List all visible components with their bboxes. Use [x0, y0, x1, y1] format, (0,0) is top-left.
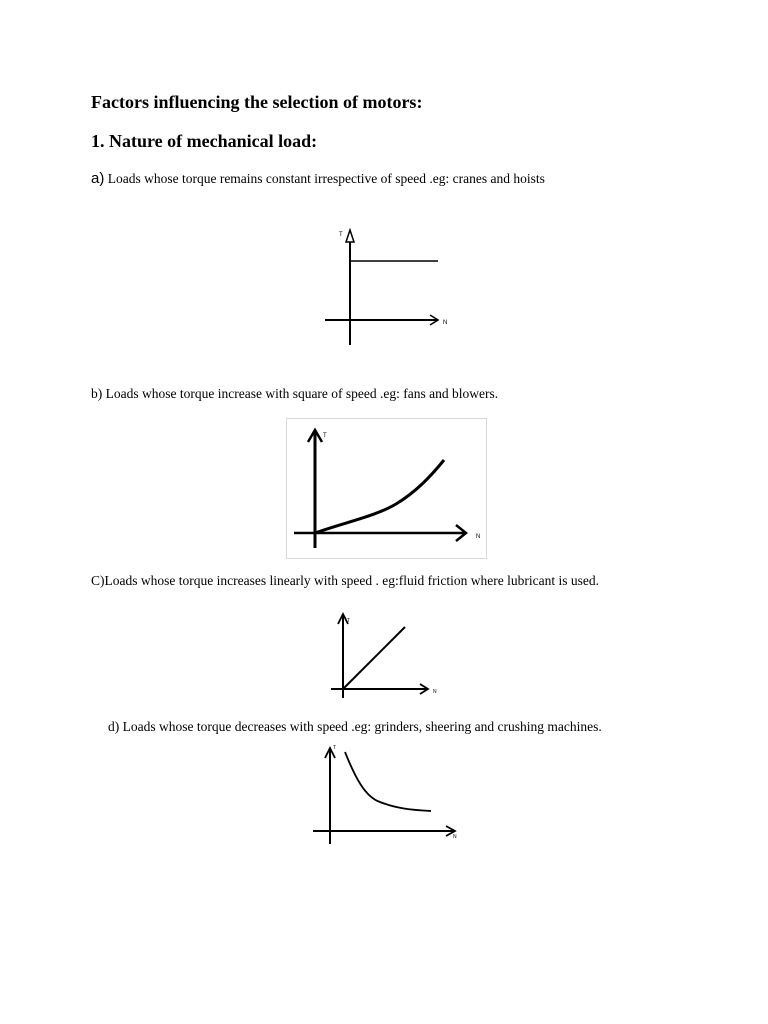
graph-square-torque: [286, 418, 488, 560]
graph-d-x-label: N: [453, 834, 457, 840]
graph-c-x-label: N: [433, 689, 437, 695]
item-a-text: [91, 170, 545, 187]
item-a-description: Loads whose torque remains constant irrespective of speed .eg: cranes and hoists: [107, 171, 545, 186]
section-heading: 1. Nature of mechanical load:: [91, 131, 318, 151]
graph-d-y-label: T: [333, 745, 337, 751]
graph-c-y-label: T: [347, 618, 351, 624]
item-b-text: b) Loads whose torque increase with square of speed .eg: fans and blowers.: [91, 386, 499, 401]
page-title: Factors influencing the selection of motors:: [91, 92, 423, 112]
graph-linear-torque: [326, 610, 446, 702]
graph-constant-torque: [320, 225, 450, 350]
item-c-text: C)Loads whose torque increases linearly with speed . eg:fluid friction where lubricant is used.: [91, 573, 599, 588]
graph-a-x-label: N: [443, 320, 448, 326]
item-d-text: d) Loads whose torque decreases with speed .eg: grinders, sheering and crushing machines.: [108, 719, 602, 734]
graph-a-y-label: T: [339, 232, 343, 238]
graph-decreasing-torque: [310, 742, 460, 847]
graph-b-x-label: N: [476, 534, 481, 540]
item-a-marker: a): [91, 170, 105, 187]
graph-b-y-label: T: [323, 433, 327, 439]
